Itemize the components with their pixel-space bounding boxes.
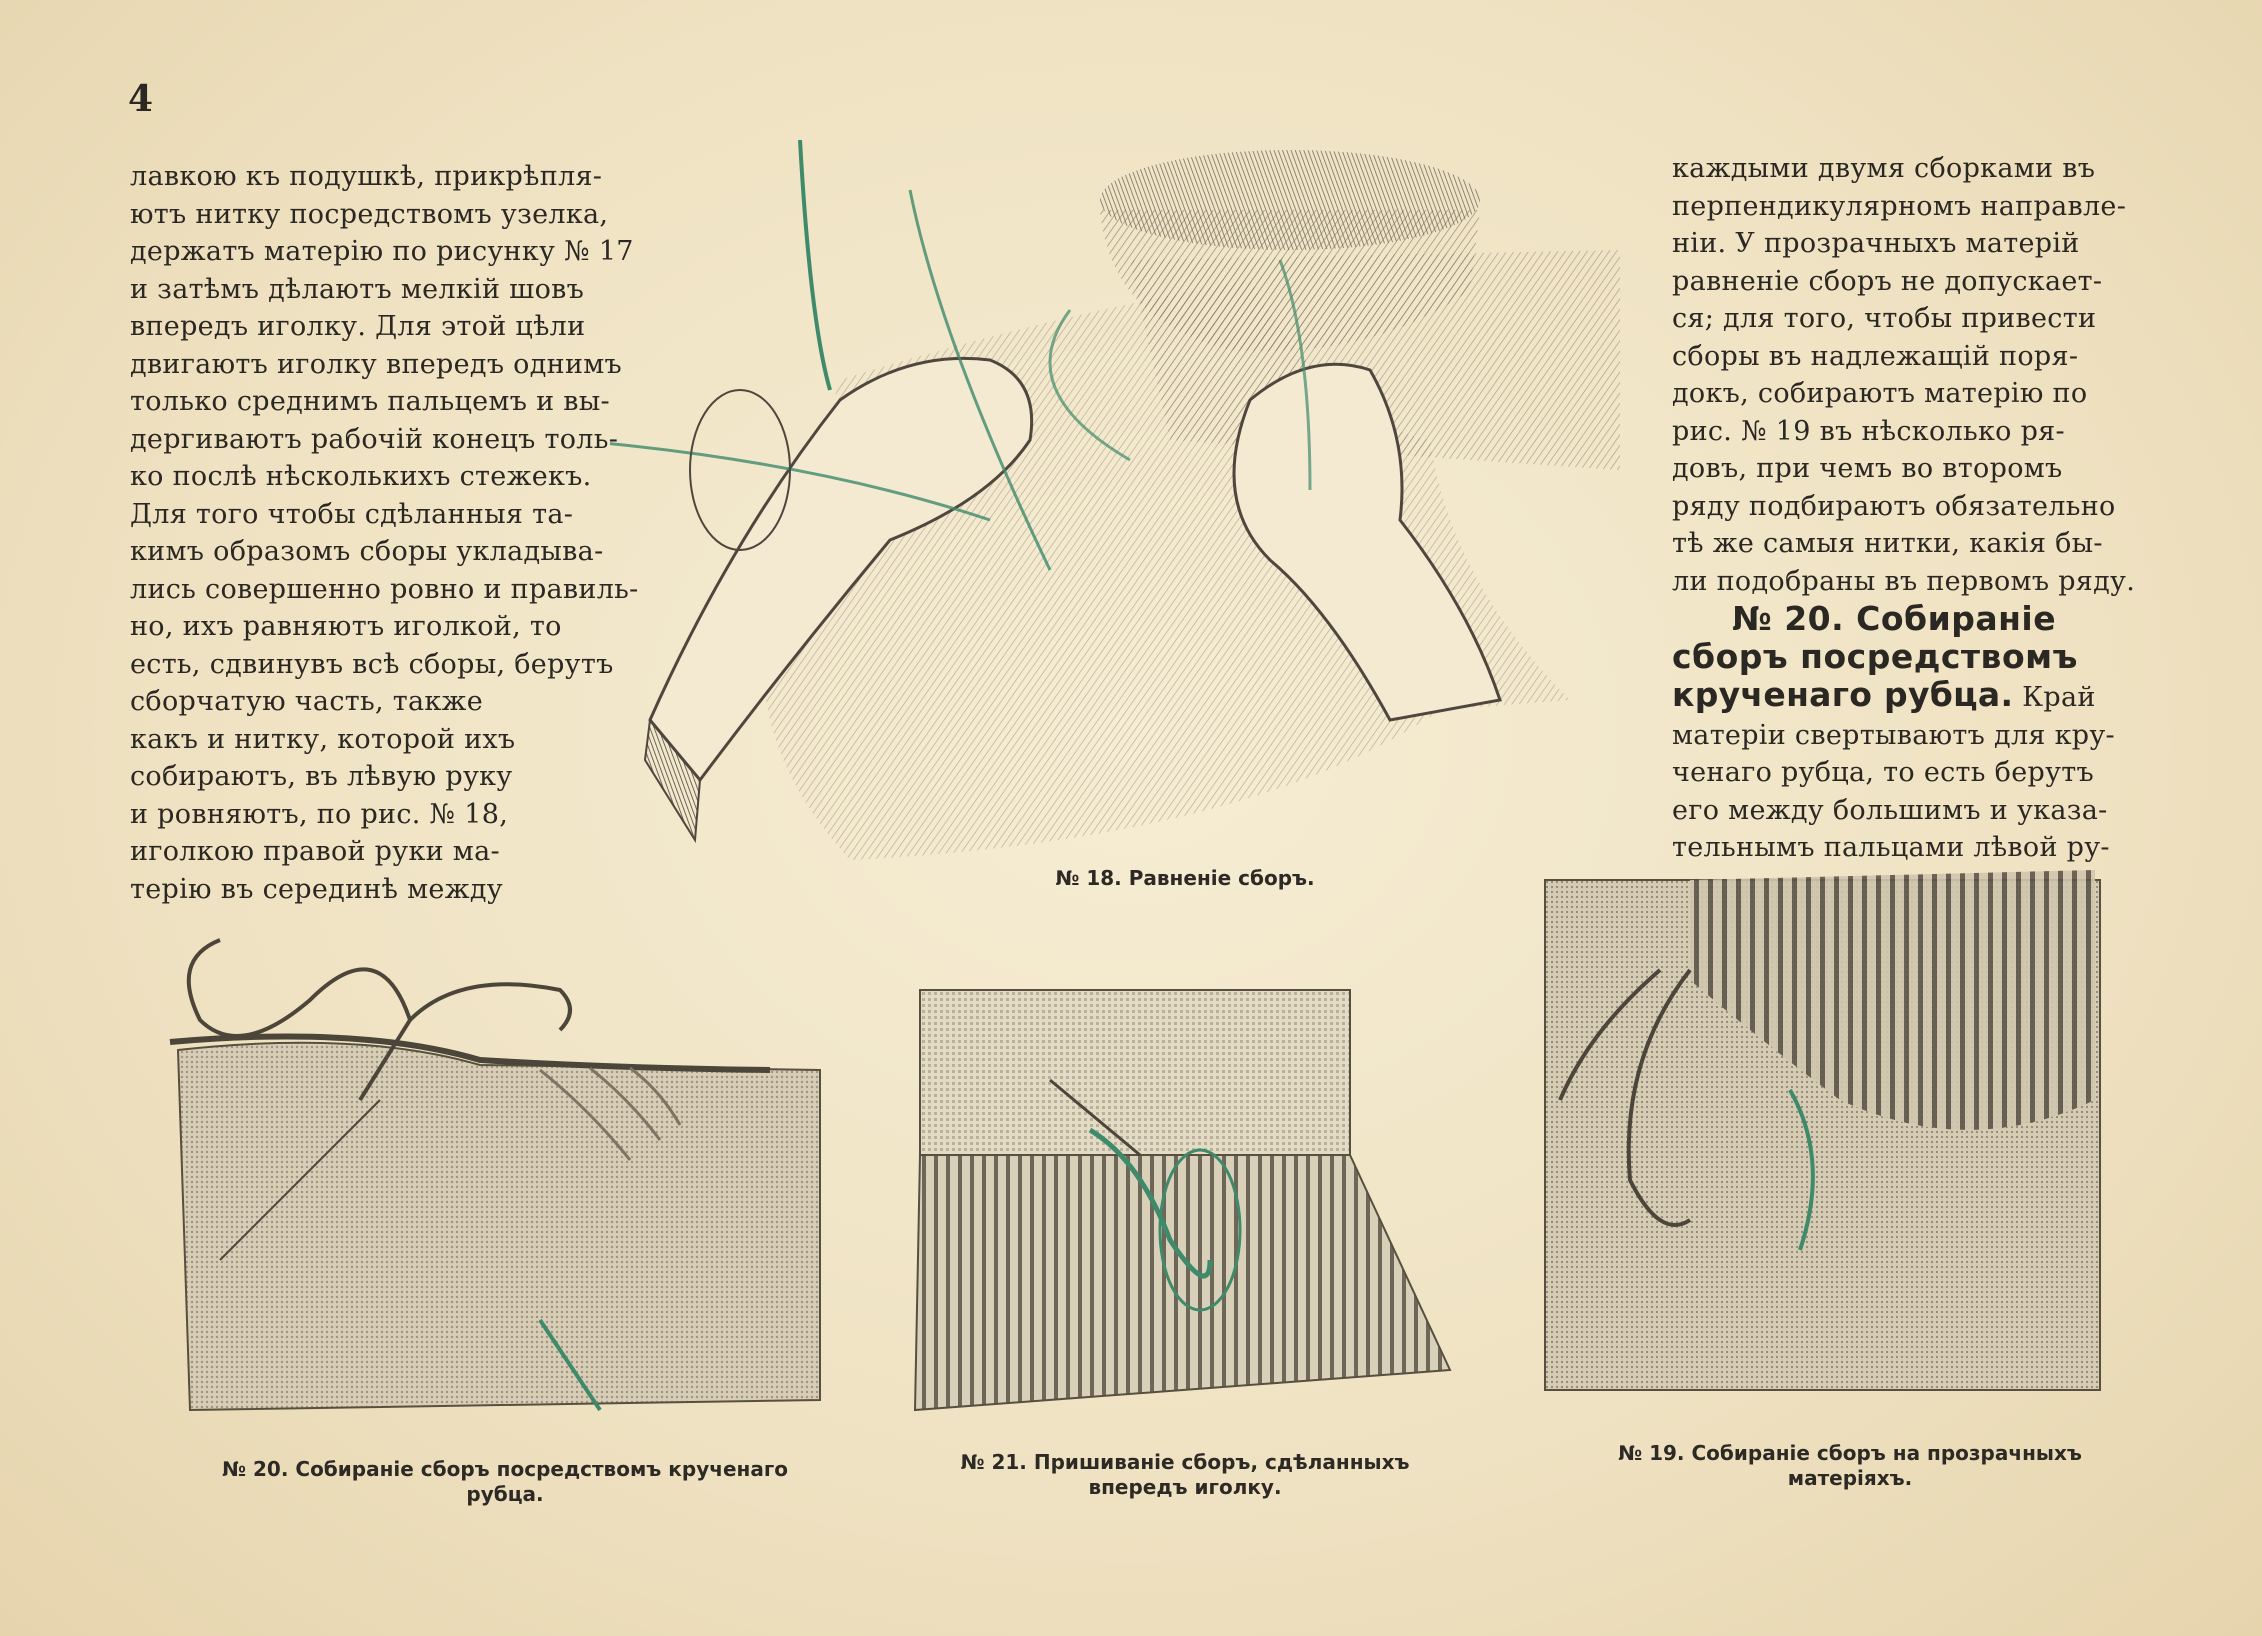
text-line: какъ и нитку, которой ихъ [130, 723, 516, 755]
text-line: перпендикулярномъ направле- [1672, 190, 2127, 222]
text-line: Для того чтобы сдѣланныя та- [130, 498, 574, 530]
text-line: держатъ матерію по рисунку № 17 [130, 236, 634, 267]
text-line: кимъ образомъ сборы укладыва- [130, 536, 604, 567]
text-line: и ровняютъ, по рис. № 18, [130, 798, 509, 830]
text-line: но, ихъ равняютъ иголкой, то [130, 611, 562, 642]
text-line: ютъ нитку посредствомъ узелка, [130, 198, 609, 230]
caption-line: матеріяхъ. [1787, 1466, 1913, 1490]
figure-21-illustration [910, 980, 1470, 1420]
text-line: ся; для того, чтобы привести [1672, 303, 2097, 334]
text-line: впередъ иголку. Для этой цѣли [130, 311, 586, 342]
caption-line: рубца. [466, 1482, 544, 1506]
text-line: каждыми двумя сборками въ [1672, 153, 2096, 184]
text-line: ли подобраны въ первомъ ряду. [1672, 565, 2136, 597]
text-line: только среднимъ пальцемъ и вы- [130, 386, 610, 417]
text-line: ніи. У прозрачныхъ матерій [1672, 228, 2080, 259]
figure-19-caption [1580, 1441, 2120, 1491]
text-line: довъ, при чемъ во второмъ [1672, 453, 2063, 484]
text-line: лись совершенно ровно и правиль- [130, 573, 639, 605]
caption-line: № 19. Собираніе сборъ на прозрачныхъ [1618, 1441, 2082, 1465]
text-line: его между большимъ и указа- [1672, 794, 2108, 826]
text-line: и затѣмъ дѣлаютъ мелкій шовъ [130, 273, 585, 305]
text-line: есть, сдвинувъ всѣ сборы, берутъ [130, 648, 614, 680]
gathered-skirt [915, 1155, 1450, 1410]
figure-18-caption: № 18. Равненіе сборъ. [1055, 866, 1315, 890]
text-line: собираютъ, въ лѣвую руку [130, 761, 513, 792]
text-run: Край [2013, 682, 2096, 713]
text-line: тѣ же самыя нитки, какія бы- [1672, 528, 2103, 559]
figure-19-illustration [1540, 860, 2120, 1420]
text-line: ряду подбираютъ обязательно [1672, 490, 2116, 522]
text-line: лавкою къ подушкѣ, прикрѣпля- [130, 161, 603, 192]
text-line: сборы въ надлежащій поря- [1672, 340, 2079, 372]
caption-line: № 20. Собираніе сборъ посредствомъ крученаго [221, 1457, 789, 1481]
figure-20-caption [195, 1457, 815, 1507]
waistband [920, 990, 1350, 1155]
figure-20-illustration [160, 930, 840, 1450]
text-line: тельнымъ пальцами лѣвой ру- [1672, 832, 2110, 863]
text-line: сборчатую часть, также [130, 686, 483, 717]
fabric-piece [178, 1043, 820, 1410]
right-text-column [1672, 150, 2152, 867]
text-line: матеріи свертываютъ для кру- [1672, 719, 2115, 751]
text-line: терію въ серединѣ между [130, 873, 503, 905]
text-line: ченаго рубца, то есть берутъ [1672, 757, 2094, 788]
figure-18-illustration [610, 140, 1620, 880]
text-line: равненіе сборъ не допускает- [1672, 265, 2103, 297]
text-line: иголкою правой руки ма- [130, 836, 500, 867]
caption-line: впередъ иголку. [1088, 1475, 1282, 1499]
page-number: 4 [128, 78, 154, 120]
text-line: дергиваютъ рабочій конецъ толь- [130, 423, 619, 455]
caption-line: № 21. Пришиваніе сборъ, сдѣланныхъ [960, 1450, 1410, 1474]
section-heading: сборъ посредствомъ [1672, 637, 2078, 676]
section-heading: № 20. Собираніе [1732, 599, 2057, 638]
text-line: рис. № 19 въ нѣсколько ря- [1672, 415, 2065, 447]
text-line: ко послѣ нѣсколькихъ стежекъ. [130, 461, 592, 492]
text-line: двигаютъ иголку впередъ однимъ [130, 348, 623, 380]
section-heading: крученаго рубца. [1672, 675, 2014, 714]
left-text-column [130, 158, 675, 908]
text-line: докъ, собираютъ матерію по [1672, 378, 2088, 409]
figure-21-caption [930, 1450, 1440, 1500]
